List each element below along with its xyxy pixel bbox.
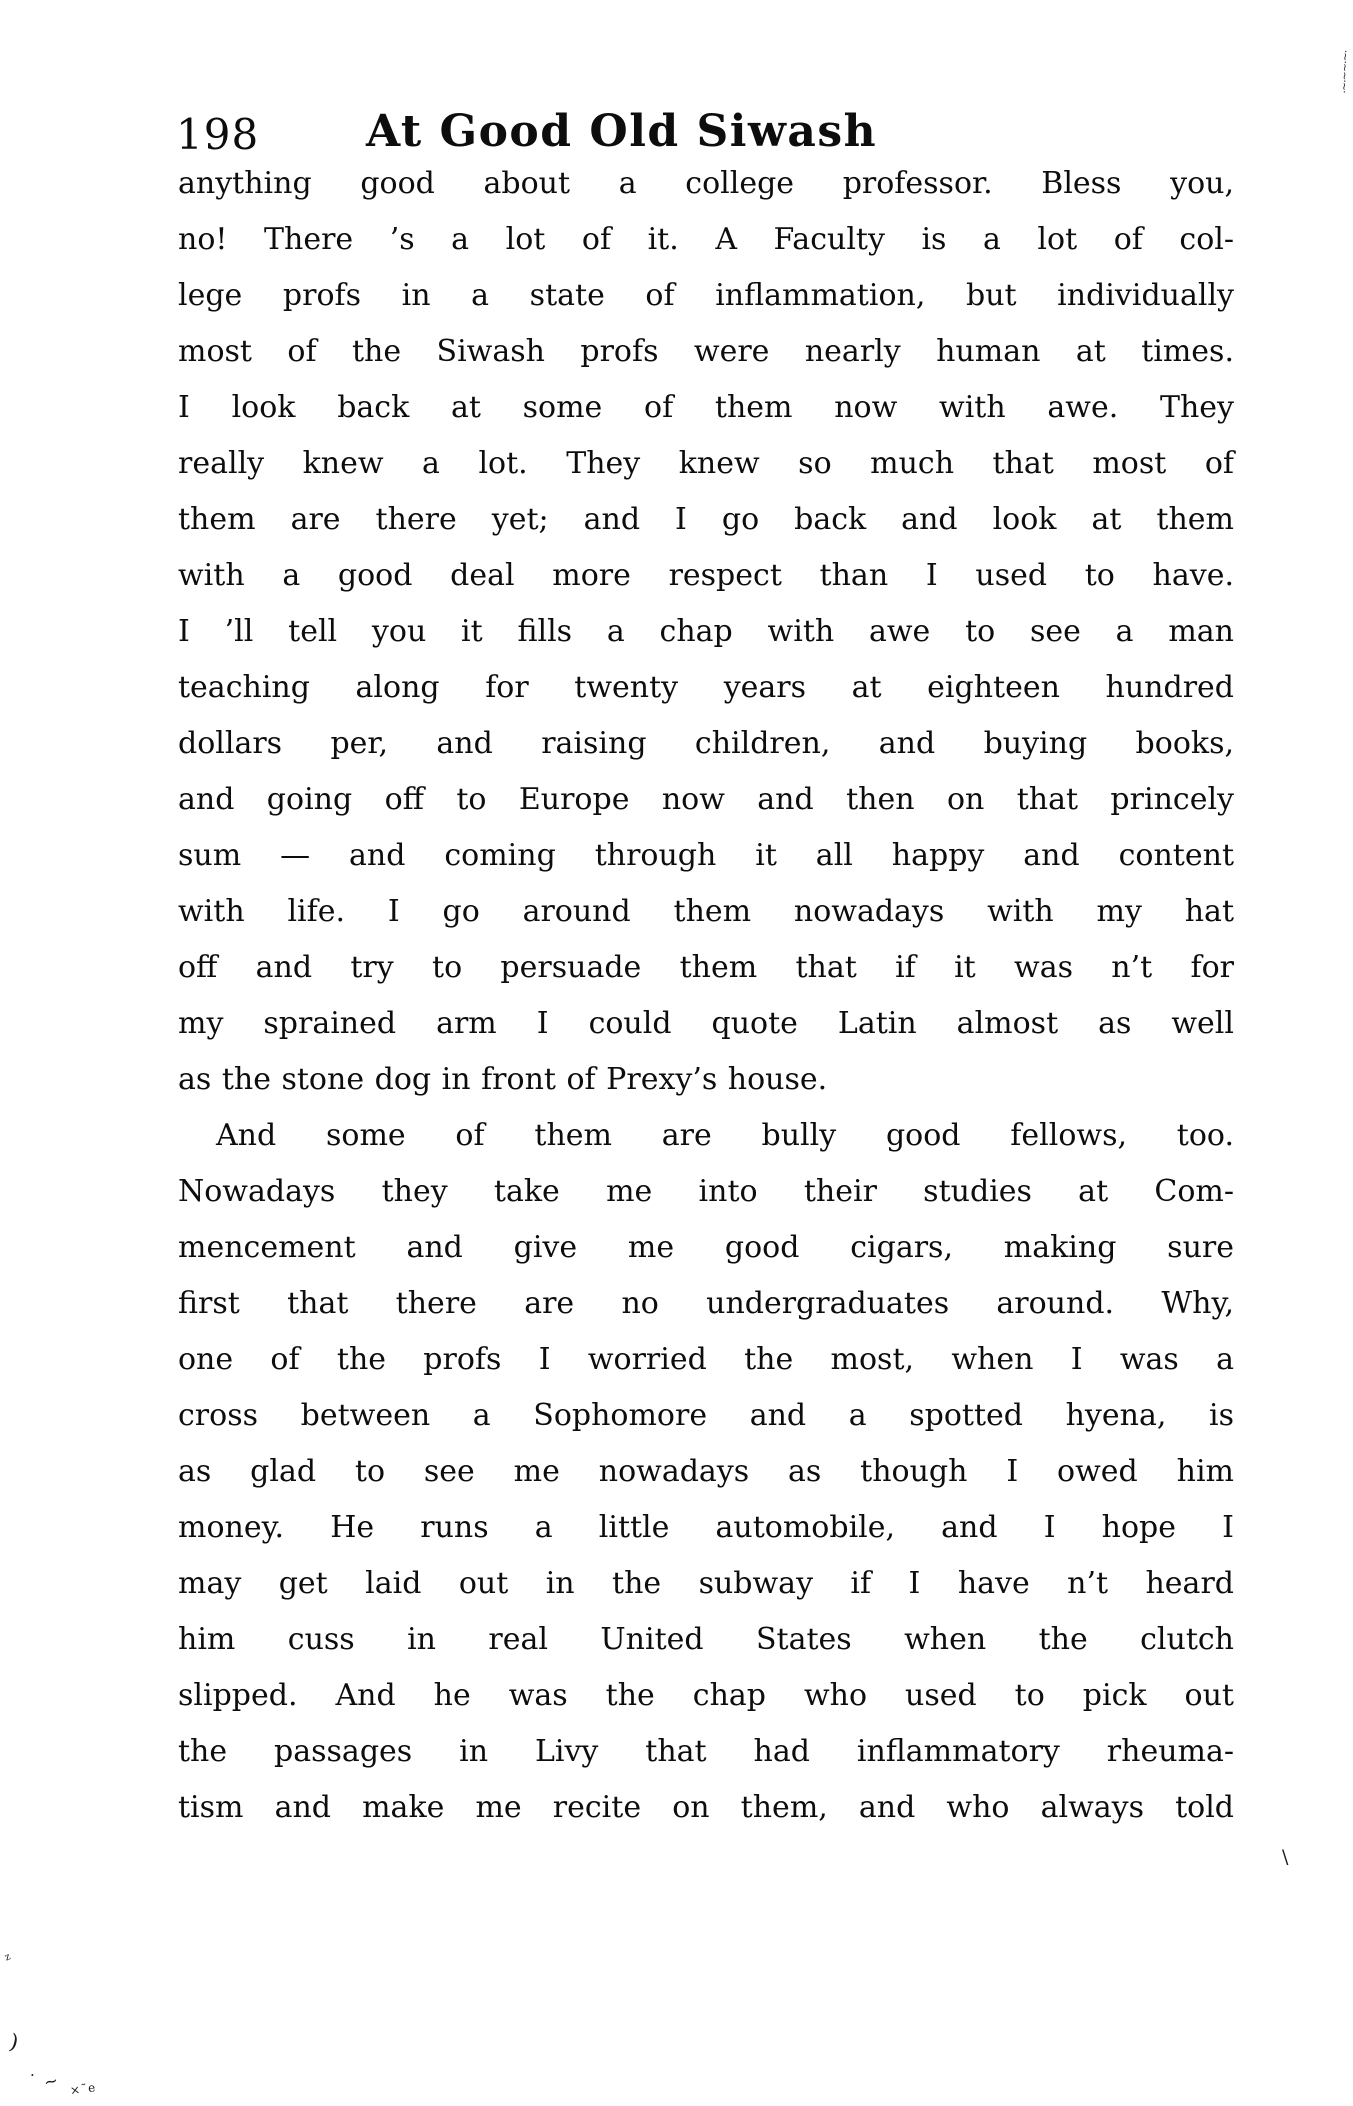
text-line: the passages in Livy that had inflammatory rheuma- [178, 1734, 1234, 1769]
text-line: sum — and coming through it all happy and content [178, 838, 1234, 873]
page-number: 198 [176, 110, 260, 159]
page-body-text [178, 156, 1234, 1836]
text-line: Nowadays they take me into their studies at Com- [178, 1174, 1234, 1209]
paragraph [178, 156, 1234, 1108]
running-title: At Good Old Siwash [366, 106, 878, 157]
text-line: money. He runs a little automobile, and I hope I [178, 1510, 1234, 1545]
stray-ink-mark: z [3, 1951, 13, 1964]
text-line: may get laid out in the subway if I have n’t heard [178, 1566, 1234, 1601]
text-line: tism and make me recite on them, and who always told [178, 1790, 1234, 1825]
stray-ink-mark: ) [7, 2029, 21, 2055]
text-line: teaching along for twenty years at eighteen hundred [178, 670, 1234, 705]
text-line: one of the profs I worried the most, when I was a [178, 1342, 1234, 1377]
text-line: mencement and give me good cigars, making sure [178, 1230, 1234, 1265]
text-line: really knew a lot. They knew so much that most of [178, 446, 1234, 481]
paragraph [178, 1108, 1234, 1836]
stray-ink-mark: ~ [41, 2070, 61, 2094]
text-line: with life. I go around them nowadays with my hat [178, 894, 1234, 929]
stray-ink-mark: · [30, 2066, 35, 2084]
text-line: lege profs in a state of inflammation, but individually [178, 278, 1234, 313]
text-line: anything good about a college professor. Bless you, [178, 166, 1234, 201]
stray-ink-mark: \ [1282, 1846, 1289, 1868]
text-line: off and try to persuade them that if it was n’t for [178, 950, 1234, 985]
text-line: him cuss in real United States when the clutch [178, 1622, 1234, 1657]
text-line: I ’ll tell you it fills a chap with awe to see a man [178, 614, 1234, 649]
text-line: I look back at some of them now with awe. They [178, 390, 1234, 425]
text-line: them are there yet; and I go back and look at them [178, 502, 1234, 537]
text-line: my sprained arm I could quote Latin almost as well [178, 1006, 1234, 1041]
stray-ink-mark: ×˜e [69, 2080, 98, 2098]
text-line: with a good deal more respect than I used to have. [178, 558, 1234, 593]
stray-ink-mark: ·~·~~·~· [1337, 49, 1352, 93]
text-line: and going off to Europe now and then on that princely [178, 782, 1234, 817]
text-line: most of the Siwash profs were nearly human at times. [178, 334, 1234, 369]
text-line: no! There ’s a lot of it. A Faculty is a lot of col- [178, 222, 1234, 257]
text-line: first that there are no undergraduates around. Why, [178, 1286, 1234, 1321]
text-line: slipped. And he was the chap who used to pick out [178, 1678, 1234, 1713]
text-line: as the stone dog in front of Prexy’s house. [178, 1062, 828, 1097]
text-line: as glad to see me nowadays as though I owed him [178, 1454, 1234, 1489]
text-line: dollars per, and raising children, and buying books, [178, 726, 1234, 761]
text-line: cross between a Sophomore and a spotted hyena, is [178, 1398, 1234, 1433]
text-line: And some of them are bully good fellows, too. [216, 1118, 1234, 1153]
